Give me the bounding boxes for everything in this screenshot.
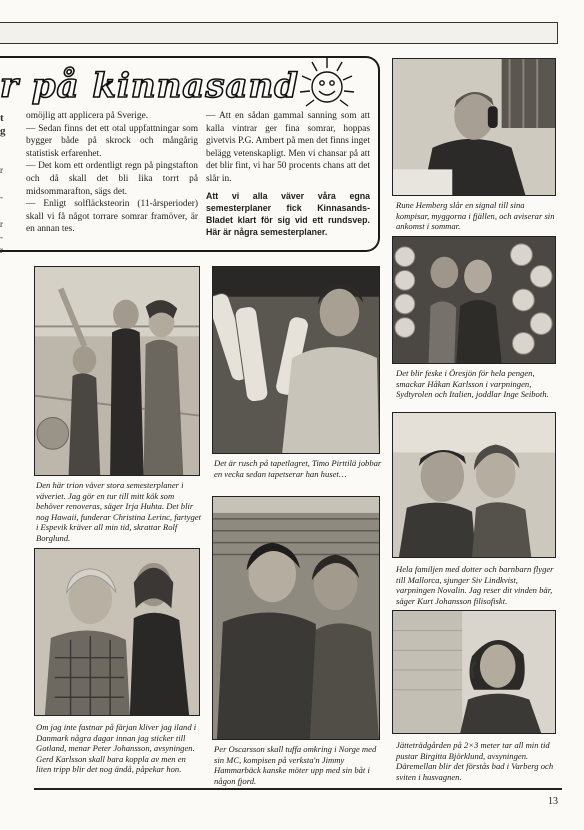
paragraph: omöjlig att applicera på Sverige. [26, 111, 149, 121]
lead-in-bold: Att vi alla väver våra egna semesterplaner fick Kinnasands-Bladet klart för sig vid ett rundsvep. Här är några semesterplaner. [206, 190, 370, 237]
photo-timo-tapetlager [212, 266, 380, 454]
photo-per-jimmy [212, 496, 380, 740]
photo-birgitta [392, 610, 556, 734]
photo-hakan-varpning [392, 236, 556, 364]
caption-timo: Det är rusch på tapetlagret, Timo Pirttilä jobbar en vecka sedan tapetserar han huset… [214, 458, 382, 479]
article-column-1 [26, 110, 198, 236]
headline: r på kinnasand [0, 66, 299, 106]
paragraph: — Enligt solfläcksteorin (11-årsperioder) skall vi få något torrare somrar framöver, är en annan tes. [26, 199, 198, 235]
caption-per: Per Oscarsson skall tuffa omkring i Norge med sin MC, kompisen på verksta'n Jimmy Hammarbäck kanske möter upp med sin båt i någon fjord. [214, 744, 377, 786]
page-number: 13 [548, 796, 558, 807]
cut-off-column-fragments: t g r - r - r [0, 112, 6, 255]
paragraph: — Sedan finns det ett otal uppfattningar som bygger både på skrock och mångårig statistisk erfarenhet. [26, 123, 198, 159]
caption-peter: Om jag inte fastnar på färjan kliver jag iland i Danmark några dagar innan jag sticker till Gotland, menar Peter Johansson, avsyningen. Gerd Karlsson skall bara koppla av men en liten tripp blir det nog ändå, påpekar hon. [36, 722, 197, 775]
article-column-2 [206, 110, 370, 238]
caption-familjen: Hela familjen med dotter och barnbarn flyger till Mallorca, sjunger Siv Lindkvist, varpningen Novalin. Jag reser dit vinden bär, säger Kurt Johansson filisofiskt. [396, 564, 554, 606]
caption-trion: Den här trion väver stora semesterplaner i väveriet. Jag gör en tur till mitt kök som behöver renoveras, säger Irja Huhta. Det blir nog Hawaii, funderar Christina Lerinc, fartyget i Espevik kräver all min tid, skrattar Rolf Borglund. [36, 480, 201, 543]
photo-trion [34, 266, 200, 476]
sun-mascot-icon [298, 56, 356, 114]
photo-siv-kurt [392, 412, 556, 558]
caption-hakan: Det blir feske i Öresjön för hela pengen, smackar Håkan Karlsson i varpningen, Sydtyrolen och Italien, joddlar Inge Seiboth. [396, 368, 549, 400]
photo-peter-gerd [34, 548, 200, 716]
caption-rune: Rune Hemberg slår en signal till sina kompisar, myggorna i fjällen, och aviserar sin ankomst i sommar. [396, 200, 555, 232]
paragraph: — Det kom ett ordentligt regn på pingstafton och då skall det bli lika torrt på midsommarafton, sägs det. [26, 161, 198, 197]
bottom-rule [34, 788, 562, 790]
photo-rune-telephone [392, 58, 556, 196]
caption-jatte: Jätteträdgården på 2×3 meter tar all min tid pustar Birgitta Björklund, avsyningen. Däremellan blir det förstås bad i Varberg och sviten i husvagnen. [396, 740, 554, 782]
top-rule-bar [0, 22, 558, 44]
paragraph: — Att en sådan gammal sanning som att kalla vintrar ger fina somrar, hoppas givetvis P.G. Ambert på men det finns inget belägg vetenskapligt. Men vi chansar på att det blir fint, vi har 50 procents chans att det slår in. [206, 111, 370, 184]
